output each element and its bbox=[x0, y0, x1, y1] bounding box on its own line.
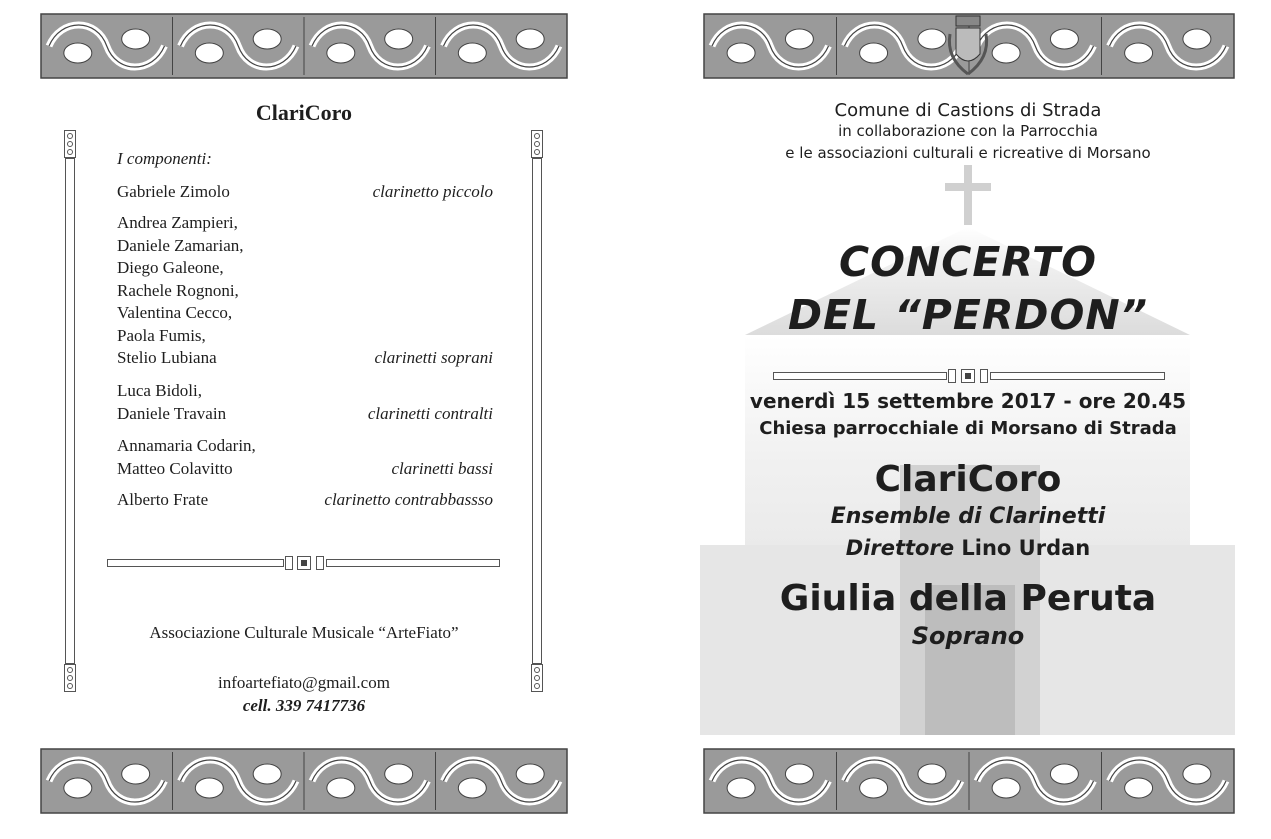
soloist-role: Soprano bbox=[911, 622, 1025, 650]
divider-cap bbox=[948, 369, 956, 383]
title-divider-right bbox=[990, 372, 1165, 380]
right-vertical-bar bbox=[532, 158, 542, 664]
member-name: Rachele Rognoni, bbox=[117, 280, 239, 300]
divider-cap bbox=[316, 556, 324, 570]
member-name: Matteo Colavitto bbox=[117, 458, 233, 478]
member-name: Andrea Zampieri, bbox=[117, 213, 238, 232]
left-vertical-bar bbox=[65, 158, 75, 664]
concert-venue: Chiesa parrocchiale di Morsano di Strada bbox=[759, 418, 1177, 439]
member-role: clarinetto contrabbassso bbox=[324, 490, 493, 509]
member-role: clarinetti contralti bbox=[367, 403, 493, 423]
left-title: ClariCoro bbox=[255, 100, 353, 125]
left-divider-bar bbox=[107, 559, 284, 567]
member-name: Annamaria Codarin, bbox=[117, 436, 256, 455]
member-section bbox=[117, 489, 493, 512]
association-name: Associazione Culturale Musicale “ArteFiato” bbox=[149, 623, 459, 642]
ensemble-subtitle: Ensemble di Clarinetti bbox=[830, 504, 1106, 529]
member-name: Alberto Frate bbox=[117, 490, 209, 509]
member-name: Valentina Cecco, bbox=[117, 303, 233, 322]
member-name: Daniele Travain bbox=[117, 403, 227, 423]
phone: cell. 339 7417736 bbox=[242, 696, 366, 715]
ornament-border-bottom-left bbox=[40, 748, 568, 814]
concert-title-line1: CONCERTO bbox=[839, 238, 1097, 286]
email[interactable]: infoartefiato@gmail.com bbox=[218, 673, 390, 692]
divider-cap bbox=[285, 556, 293, 570]
member-role: clarinetti soprani bbox=[374, 348, 493, 367]
soloist-name: Giulia della Peruta bbox=[779, 578, 1157, 619]
title-divider-left bbox=[773, 372, 947, 380]
left-bar-bottom-cap bbox=[64, 664, 76, 692]
member-role: clarinetto piccolo bbox=[372, 182, 493, 201]
members-heading: I componenti: bbox=[117, 149, 212, 168]
collaboration-line-2: e le associazioni culturali e ricreative di Morsano bbox=[785, 144, 1151, 162]
member-section bbox=[117, 435, 493, 480]
member-name: Daniele Zamarian, bbox=[117, 235, 244, 255]
member-name: Paola Fumis, bbox=[117, 325, 206, 345]
director-label: Direttore bbox=[845, 536, 955, 560]
ornament-border-bottom-right bbox=[703, 748, 1235, 814]
director-line bbox=[718, 536, 1218, 560]
divider-cap bbox=[980, 369, 988, 383]
collaboration-line-1: in collaborazione con la Parrocchia bbox=[838, 122, 1098, 140]
organizer: Comune di Castions di Strada bbox=[834, 100, 1102, 121]
ensemble-name: ClariCoro bbox=[874, 459, 1062, 500]
right-bar-top-cap bbox=[531, 130, 543, 158]
concert-date: venerdì 15 settembre 2017 - ore 20.45 bbox=[749, 389, 1187, 413]
member-name: Luca Bidoli, bbox=[117, 381, 202, 400]
divider-center bbox=[297, 556, 311, 570]
member-section bbox=[117, 212, 493, 370]
member-name: Diego Galeone, bbox=[117, 258, 224, 277]
ornament-border-top-left bbox=[40, 13, 568, 79]
member-name: Gabriele Zimolo bbox=[117, 182, 230, 201]
left-bar-top-cap bbox=[64, 130, 76, 158]
coat-of-arms-icon bbox=[944, 14, 992, 80]
member-role: clarinetti bassi bbox=[391, 458, 493, 478]
right-divider-bar bbox=[326, 559, 500, 567]
concert-title-line2: DEL “PERDON” bbox=[787, 291, 1149, 339]
member-section bbox=[117, 380, 493, 425]
divider-center bbox=[961, 369, 975, 383]
right-bar-bottom-cap bbox=[531, 664, 543, 692]
member-section bbox=[117, 181, 493, 204]
director-name: Lino Urdan bbox=[961, 536, 1091, 560]
member-name: Stelio Lubiana bbox=[117, 348, 217, 367]
